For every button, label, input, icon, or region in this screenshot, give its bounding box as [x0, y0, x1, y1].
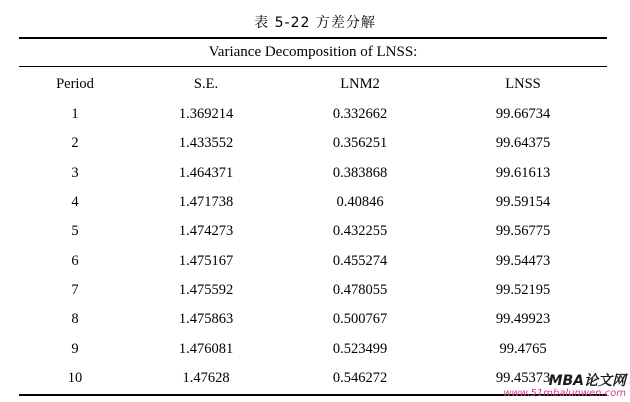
cell-period: 10 — [67, 369, 83, 386]
cell-lnm2: 0.356251 — [332, 135, 388, 152]
cell-lnss: 99.4765 — [499, 340, 547, 357]
cell-period: 9 — [71, 340, 79, 357]
cell-lnm2: 0.432255 — [332, 223, 388, 240]
cell-lnss: 99.52195 — [495, 281, 551, 298]
header-lnss: LNSS — [505, 75, 541, 92]
watermark — [503, 374, 626, 399]
table-header-row — [19, 68, 607, 100]
cell-lnm2: 0.383868 — [332, 164, 388, 181]
cell-period: 3 — [71, 164, 79, 181]
watermark-brand: MBA论文网 — [548, 372, 626, 389]
table-subtitle: Variance Decomposition of LNSS: — [208, 44, 418, 60]
cell-period: 6 — [71, 252, 79, 269]
cell-se: 1.475592 — [178, 281, 234, 298]
variance-decomposition-table — [19, 68, 607, 393]
cell-se: 1.475863 — [178, 311, 234, 328]
header-lnm2: LNM2 — [340, 75, 380, 92]
cell-lnss: 99.54473 — [495, 252, 551, 269]
table-row — [19, 159, 607, 188]
table-caption: 表 5-22 方差分解 — [254, 15, 376, 31]
table-body — [19, 100, 607, 393]
cell-se: 1.476081 — [178, 340, 234, 357]
header-period: Period — [56, 75, 94, 92]
header-se: S.E. — [193, 75, 219, 92]
table-row — [19, 334, 607, 363]
cell-period: 7 — [71, 281, 79, 298]
cell-se: 1.475167 — [178, 252, 234, 269]
cell-lnss: 99.64375 — [495, 135, 551, 152]
cell-lnss: 99.45373 — [495, 369, 551, 386]
top-rule — [19, 37, 607, 39]
table-row — [19, 100, 607, 129]
cell-se: 1.471738 — [178, 194, 234, 211]
table-row — [19, 305, 607, 334]
cell-lnm2: 0.455274 — [332, 252, 388, 269]
subtitle-rule — [19, 66, 607, 67]
cell-se: 1.433552 — [178, 135, 234, 152]
table-row — [19, 129, 607, 158]
cell-lnss: 99.61613 — [495, 164, 551, 181]
cell-lnss: 99.49923 — [495, 311, 551, 328]
cell-lnm2: 0.332662 — [332, 106, 388, 123]
cell-lnss: 99.59154 — [495, 194, 551, 211]
table-row — [19, 188, 607, 217]
cell-lnm2: 0.478055 — [332, 281, 388, 298]
cell-lnm2: 0.40846 — [336, 194, 384, 211]
cell-se: 1.464371 — [178, 164, 234, 181]
cell-lnss: 99.66734 — [495, 106, 551, 123]
cell-period: 4 — [71, 194, 79, 211]
cell-se: 1.474273 — [178, 223, 234, 240]
cell-period: 1 — [71, 106, 79, 123]
watermark-url: www.51mbalunwen.com — [503, 387, 626, 399]
cell-lnm2: 0.500767 — [332, 311, 388, 328]
cell-lnss: 99.56775 — [495, 223, 551, 240]
cell-se: 1.369214 — [178, 106, 234, 123]
cell-period: 5 — [71, 223, 79, 240]
cell-se: 1.47628 — [182, 369, 230, 386]
table-row — [19, 246, 607, 275]
cell-lnm2: 0.523499 — [332, 340, 388, 357]
cell-period: 8 — [71, 311, 79, 328]
table-row — [19, 217, 607, 246]
cell-period: 2 — [71, 135, 79, 152]
table-row — [19, 276, 607, 305]
cell-lnm2: 0.546272 — [332, 369, 388, 386]
